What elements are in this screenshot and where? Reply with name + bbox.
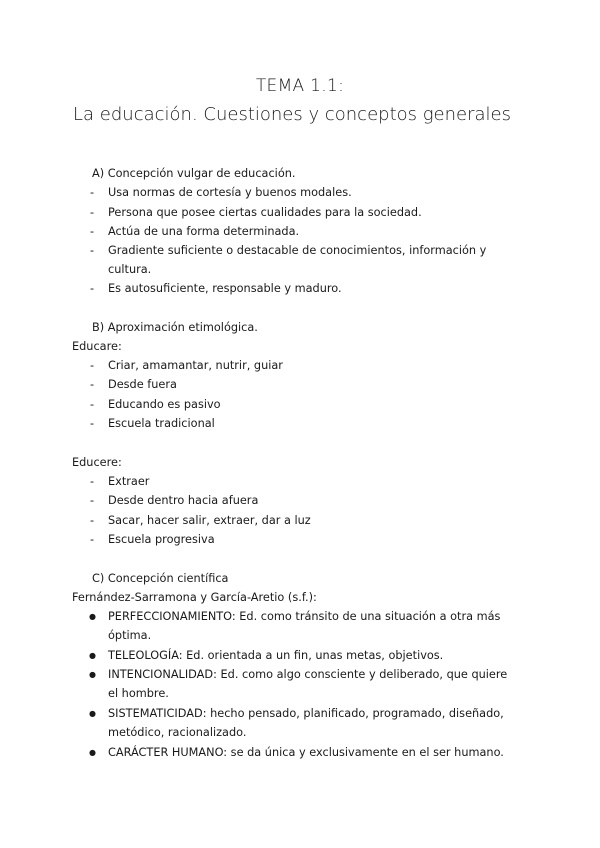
educere-label: Educere: — [72, 456, 122, 469]
list-item: Educando es pasivo — [108, 398, 221, 411]
list-item: CARÁCTER HUMANO: se da única y exclusivamente en el ser humano. — [108, 746, 504, 759]
dash-marker: - — [90, 225, 95, 238]
list-item-continuation: el hombre. — [108, 687, 169, 700]
list-item: Persona que posee ciertas cualidades para la sociedad. — [108, 206, 422, 219]
dash-marker: - — [90, 398, 95, 411]
list-item-continuation: cultura. — [108, 263, 152, 276]
dash-marker: - — [90, 533, 95, 546]
bullet-icon: ● — [89, 612, 96, 621]
list-item: Gradiente suficiente o destacable de conocimientos, información y — [108, 244, 487, 257]
section-b-heading: B) Aproximación etimológica. — [92, 321, 258, 334]
dash-marker: - — [90, 359, 95, 372]
bullet-icon: ● — [89, 748, 96, 757]
page-subtitle: La educación. Cuestiones y conceptos generales — [73, 104, 511, 125]
list-item-continuation: metódico, racionalizado. — [108, 726, 247, 739]
dash-marker: - — [90, 514, 95, 527]
list-item: Desde dentro hacia afuera — [108, 494, 259, 507]
section-a-heading: A) Concepción vulgar de educación. — [92, 167, 296, 180]
dash-marker: - — [90, 417, 95, 430]
list-item: Desde fuera — [108, 378, 177, 391]
dash-marker: - — [90, 186, 95, 199]
page-title: TEMA 1.1: — [255, 76, 345, 96]
list-item: Actúa de una forma determinada. — [108, 225, 300, 238]
dash-marker: - — [90, 378, 95, 391]
list-item: INTENCIONALIDAD: Ed. como algo consciente y deliberado, que quiere — [108, 668, 508, 681]
bullet-icon: ● — [89, 670, 96, 679]
list-item: Es autosuficiente, responsable y maduro. — [108, 282, 342, 295]
section-c-heading: C) Concepción científica — [92, 572, 229, 585]
bullet-icon: ● — [89, 709, 96, 718]
list-item: SISTEMATICIDAD: hecho pensado, planificado, programado, diseñado, — [108, 707, 504, 720]
list-item: Usa normas de cortesía y buenos modales. — [108, 186, 352, 199]
dash-marker: - — [90, 206, 95, 219]
list-item: PERFECCIONAMIENTO: Ed. como tránsito de una situación a otra más — [108, 610, 501, 623]
list-item: Criar, amamantar, nutrir, guiar — [108, 359, 283, 372]
list-item: Sacar, hacer salir, extraer, dar a luz — [108, 514, 311, 527]
educare-label: Educare: — [72, 340, 122, 353]
dash-marker: - — [90, 475, 95, 488]
dash-marker: - — [90, 494, 95, 507]
list-item: Escuela tradicional — [108, 417, 215, 430]
list-item-continuation: óptima. — [108, 629, 152, 642]
bullet-icon: ● — [89, 651, 96, 660]
list-item: TELEOLOGÍA: Ed. orientada a un fin, unas metas, objetivos. — [108, 649, 444, 662]
dash-marker: - — [90, 282, 95, 295]
dash-marker: - — [90, 244, 95, 257]
list-item: Extraer — [108, 475, 150, 488]
list-item: Escuela progresiva — [108, 533, 215, 546]
source-citation: Fernández-Sarramona y García-Aretio (s.f.): — [72, 591, 317, 604]
